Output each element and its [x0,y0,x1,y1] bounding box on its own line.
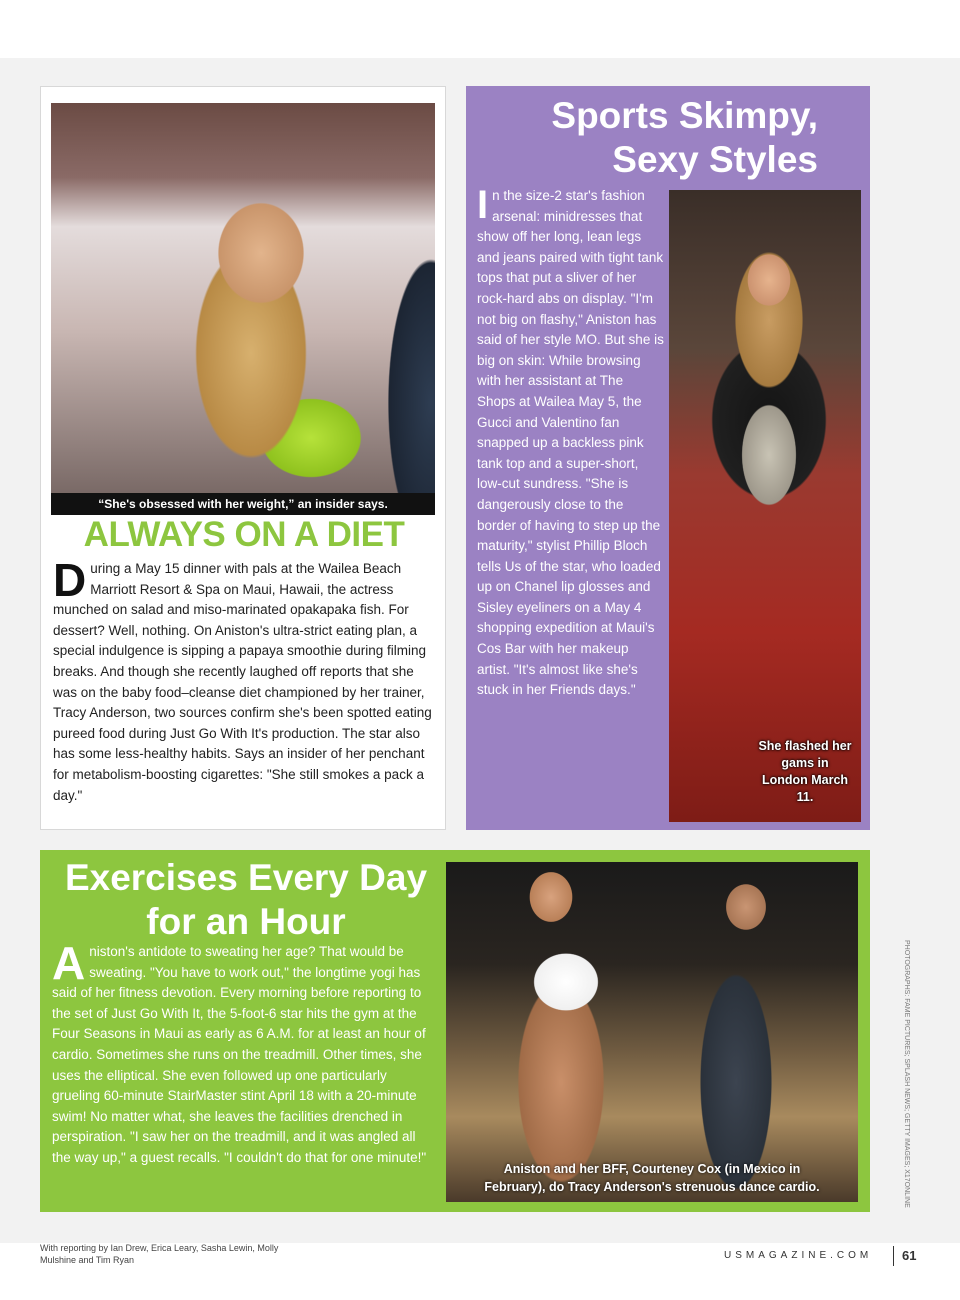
diet-body-copy: uring a May 15 dinner with pals at the Wailea Beach Marriott Resort & Spa on Maui, Hawaii, the actress munched on salad and miso-marinated opakapaka fish. For dessert? Well, nothing. On Aniston's ultra-strict eating plan, a special indulgence is sipping a papaya smoothie during filming breaks. And though she recently laughed off reports that she was on the baby food–cleanse diet championed by her trainer, Tracy Anderson, two sources confirm she's been spotted eating pureed food during Just Go With It's production. The star also has some less-healthy habits. Says an insider of her penchant for metabolism-boosting cigarettes: "She still smokes a pack a day." [53,561,432,803]
exercise-body-copy: niston's antidote to sweating her age? That would be sweating. "You have to work out," the longtime yogi has said of her fitness devotion. Every morning before reporting to the set of Just Go With It, the 5-foot-6 star hits the gym at the Four Seasons in Maui as early as 6 A.M. for at least an hour of cardio. Sometimes she runs on the treadmill. Other times, she uses the elliptical. She even followed up one particularly grueling 60-minute StairMaster stint April 18 with a 20-minute swim! No matter what, she leaves the facilities drenched in perspiration. "I saw her on the treadmill, and it was angled all the way up," a guest recalls. "I couldn't do that for one minute!" [52,944,427,1165]
photo-credits [890,940,920,1230]
photo-credits-text: PHOTOGRAPHS: FAME PICTURES; SPLASH NEWS; GETTY IMAGES; X17ONLINE [903,940,910,1208]
reporting-credits: With reporting by Ian Drew, Erica Leary, Sasha Lewin, Molly Mulshine and Tim Ryan [40,1243,279,1265]
exercise-caption-line-1: Aniston and her BFF, Courteney Cox (in Mexico in [503,1162,801,1176]
exercise-heading: Exercises Every Day for an Hour [64,857,428,942]
exercise-dropcap: A [52,937,86,989]
exercise-body-text [52,937,436,1169]
diet-photo [51,103,435,515]
diet-body-text [53,554,437,806]
site-url: USMAGAZINE.COM [724,1250,873,1261]
styles-heading: Sports Skimpy, Sexy Styles [551,95,818,180]
footer-divider [893,1246,894,1266]
styles-photo [669,190,861,822]
exercise-photo [446,862,858,1202]
diet-article [40,86,446,830]
styles-photo-caption: She flashed her gams in London March 11. [758,739,852,804]
exercise-article [40,850,870,1212]
styles-body-copy: n the size-2 star's fashion arsenal: minidresses that show off her long, lean legs and jeans paired with tight tank tops that put a sliver of her rock-hard abs on display. "I'm not big on flashy," Aniston has said of her style MO. But she is big on skin: While browsing with her assistant at The Shops at Wailea May 5, the Gucci and Valentino fan snapped up a backless pink tank top and a super-short, low-cut sundress. "She is dangerously close to the border of having to step up the maturity," stylist Phillip Bloch tells Us of the star, who loaded up on Chanel lip glosses and Sisley eyeliners on a May 4 shopping expedition at Maui's Cos Bar with her makeup artist. "It's almost like she's stuck in her Friends days." [477,188,664,698]
styles-body-text [477,183,665,701]
page-number: 61 [902,1248,917,1263]
styles-dropcap: I [477,183,489,227]
styles-article [466,86,870,830]
diet-heading: ALWAYS ON A DIET [83,515,405,554]
exercise-photo-caption [446,1160,858,1196]
diet-dropcap: D [53,554,87,606]
exercise-caption-line-2: February), do Tracy Anderson's strenuous dance cardio. [484,1180,820,1194]
diet-photo-caption: “She's obsessed with her weight,” an insider says. [51,493,435,515]
